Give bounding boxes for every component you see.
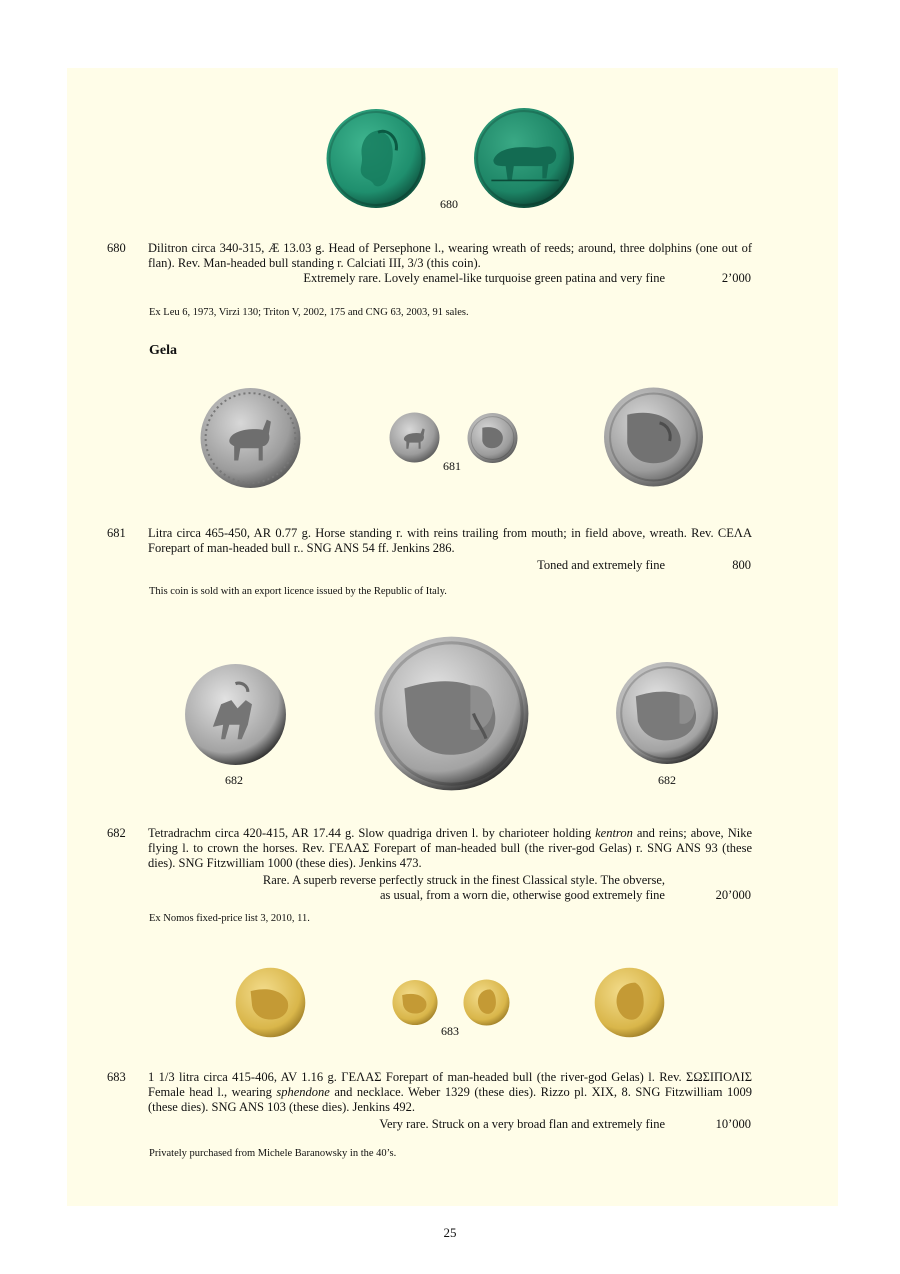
coin-683-reverse-image — [463, 979, 510, 1026]
section-heading: Gela — [149, 343, 177, 358]
coin-683-obverse-enlarged-image — [235, 967, 306, 1038]
figure-label-681: 681 — [443, 459, 461, 473]
lot-681-estimate: 800 — [732, 558, 751, 572]
coin-680-obverse-image — [323, 108, 429, 209]
coin-681-reverse-image — [467, 412, 518, 464]
lot-description — [148, 1070, 752, 1115]
coin-682-reverse-enlarged-image — [373, 635, 530, 792]
lot-number: 683 — [107, 1070, 126, 1084]
coin-681-obverse-image — [388, 412, 441, 463]
lot-682-grade-line-1: Rare. A superb reverse perfectly struck in the finest Classical style. The obverse, — [262, 873, 665, 887]
coin-681-reverse-enlarged-image — [603, 384, 704, 490]
figure-label-682-left: 682 — [225, 773, 243, 787]
lot-680-provenance: Ex Leu 6, 1973, Virzi 130; Triton V, 2002, 175 and CNG 63, 2003, 91 sales. — [149, 307, 469, 318]
lot-description: Dilitron circa 340-315, Æ 13.03 g. Head of Persephone l., wearing wreath of reeds; around, three dolphins (one out of flan). Rev. Man-headed bull standing r. Calciati III, 3/3 (this coin). — [148, 241, 752, 270]
lot-682-estimate: 20’000 — [715, 888, 751, 902]
coin-682-obverse-image — [182, 663, 289, 766]
lot-680-estimate: 2’000 — [721, 271, 751, 285]
coin-683-reverse-enlarged-image — [594, 967, 665, 1038]
figure-label-683: 683 — [441, 1024, 459, 1038]
lot-681-provenance: This coin is sold with an export licence issued by the Republic of Italy. — [149, 586, 447, 597]
lot-683-grade: Very rare. Struck on a very broad flan and extremely fine — [379, 1117, 665, 1131]
coin-681-obverse-enlarged-image — [198, 387, 303, 489]
description-text: Tetradrachm circa 420-415, AR 17.44 g. Slow quadriga driven l. by charioteer holding — [148, 826, 596, 840]
lot-683-provenance: Privately purchased from Michele Baranowsky in the 40’s. — [149, 1148, 397, 1159]
coin-683-obverse-image — [392, 979, 438, 1026]
lot-683-estimate: 10’000 — [715, 1117, 751, 1131]
description-italic-term: sphendone — [276, 1085, 330, 1099]
lot-number: 681 — [107, 526, 126, 540]
figure-label-682-right: 682 — [658, 773, 676, 787]
page-number: 25 — [443, 1225, 457, 1240]
lot-description — [148, 826, 752, 871]
description-text: and reins; above, Nike flying l. to crown the horses. Rev. ΓΕΛΑΣ Forepart of man-headed bull (the river-god Gelas) r. SNG ANS 93 (these dies). SNG Fitzwilliam 1000 (these dies). Jenkins 473. — [148, 826, 752, 870]
coin-682-reverse-image — [615, 661, 719, 765]
lot-681-grade: Toned and extremely fine — [537, 558, 665, 572]
description-text: and necklace. Weber 1329 (these dies). Rizzo pl. XIX, 8. SNG Fitzwilliam 1009 (these dies). SNG ANS 103 (these dies). Jenkins 492. — [148, 1085, 752, 1114]
lot-number: 682 — [107, 826, 126, 840]
coin-680-reverse-image — [472, 107, 576, 209]
lot-description: Litra circa 465-450, AR 0.77 g. Horse standing r. with reins trailing from mouth; in field above, wreath. Rev. CEΛA Forepart of man-headed bull r.. SNG ANS 54 ff. Jenkins 286. — [148, 526, 752, 555]
lot-number: 680 — [107, 241, 126, 255]
lot-682-provenance: Ex Nomos fixed-price list 3, 2010, 11. — [149, 913, 310, 924]
lot-682-grade-line-2: as usual, from a worn die, otherwise good extremely fine — [380, 888, 665, 902]
figure-label-680: 680 — [440, 197, 458, 211]
description-italic-term: kentron — [595, 826, 633, 840]
description-text: 1 1/3 litra circa 415-406, AV 1.16 g. ΓΕΛΑΣ Forepart of man-headed bull (the river-god Gelas) l. Rev. ΣΩΣΙΠΟΛΙΣ Female head l., wearing — [148, 1070, 752, 1099]
lot-680-grade: Extremely rare. Lovely enamel-like turquoise green patina and very fine — [303, 271, 665, 285]
